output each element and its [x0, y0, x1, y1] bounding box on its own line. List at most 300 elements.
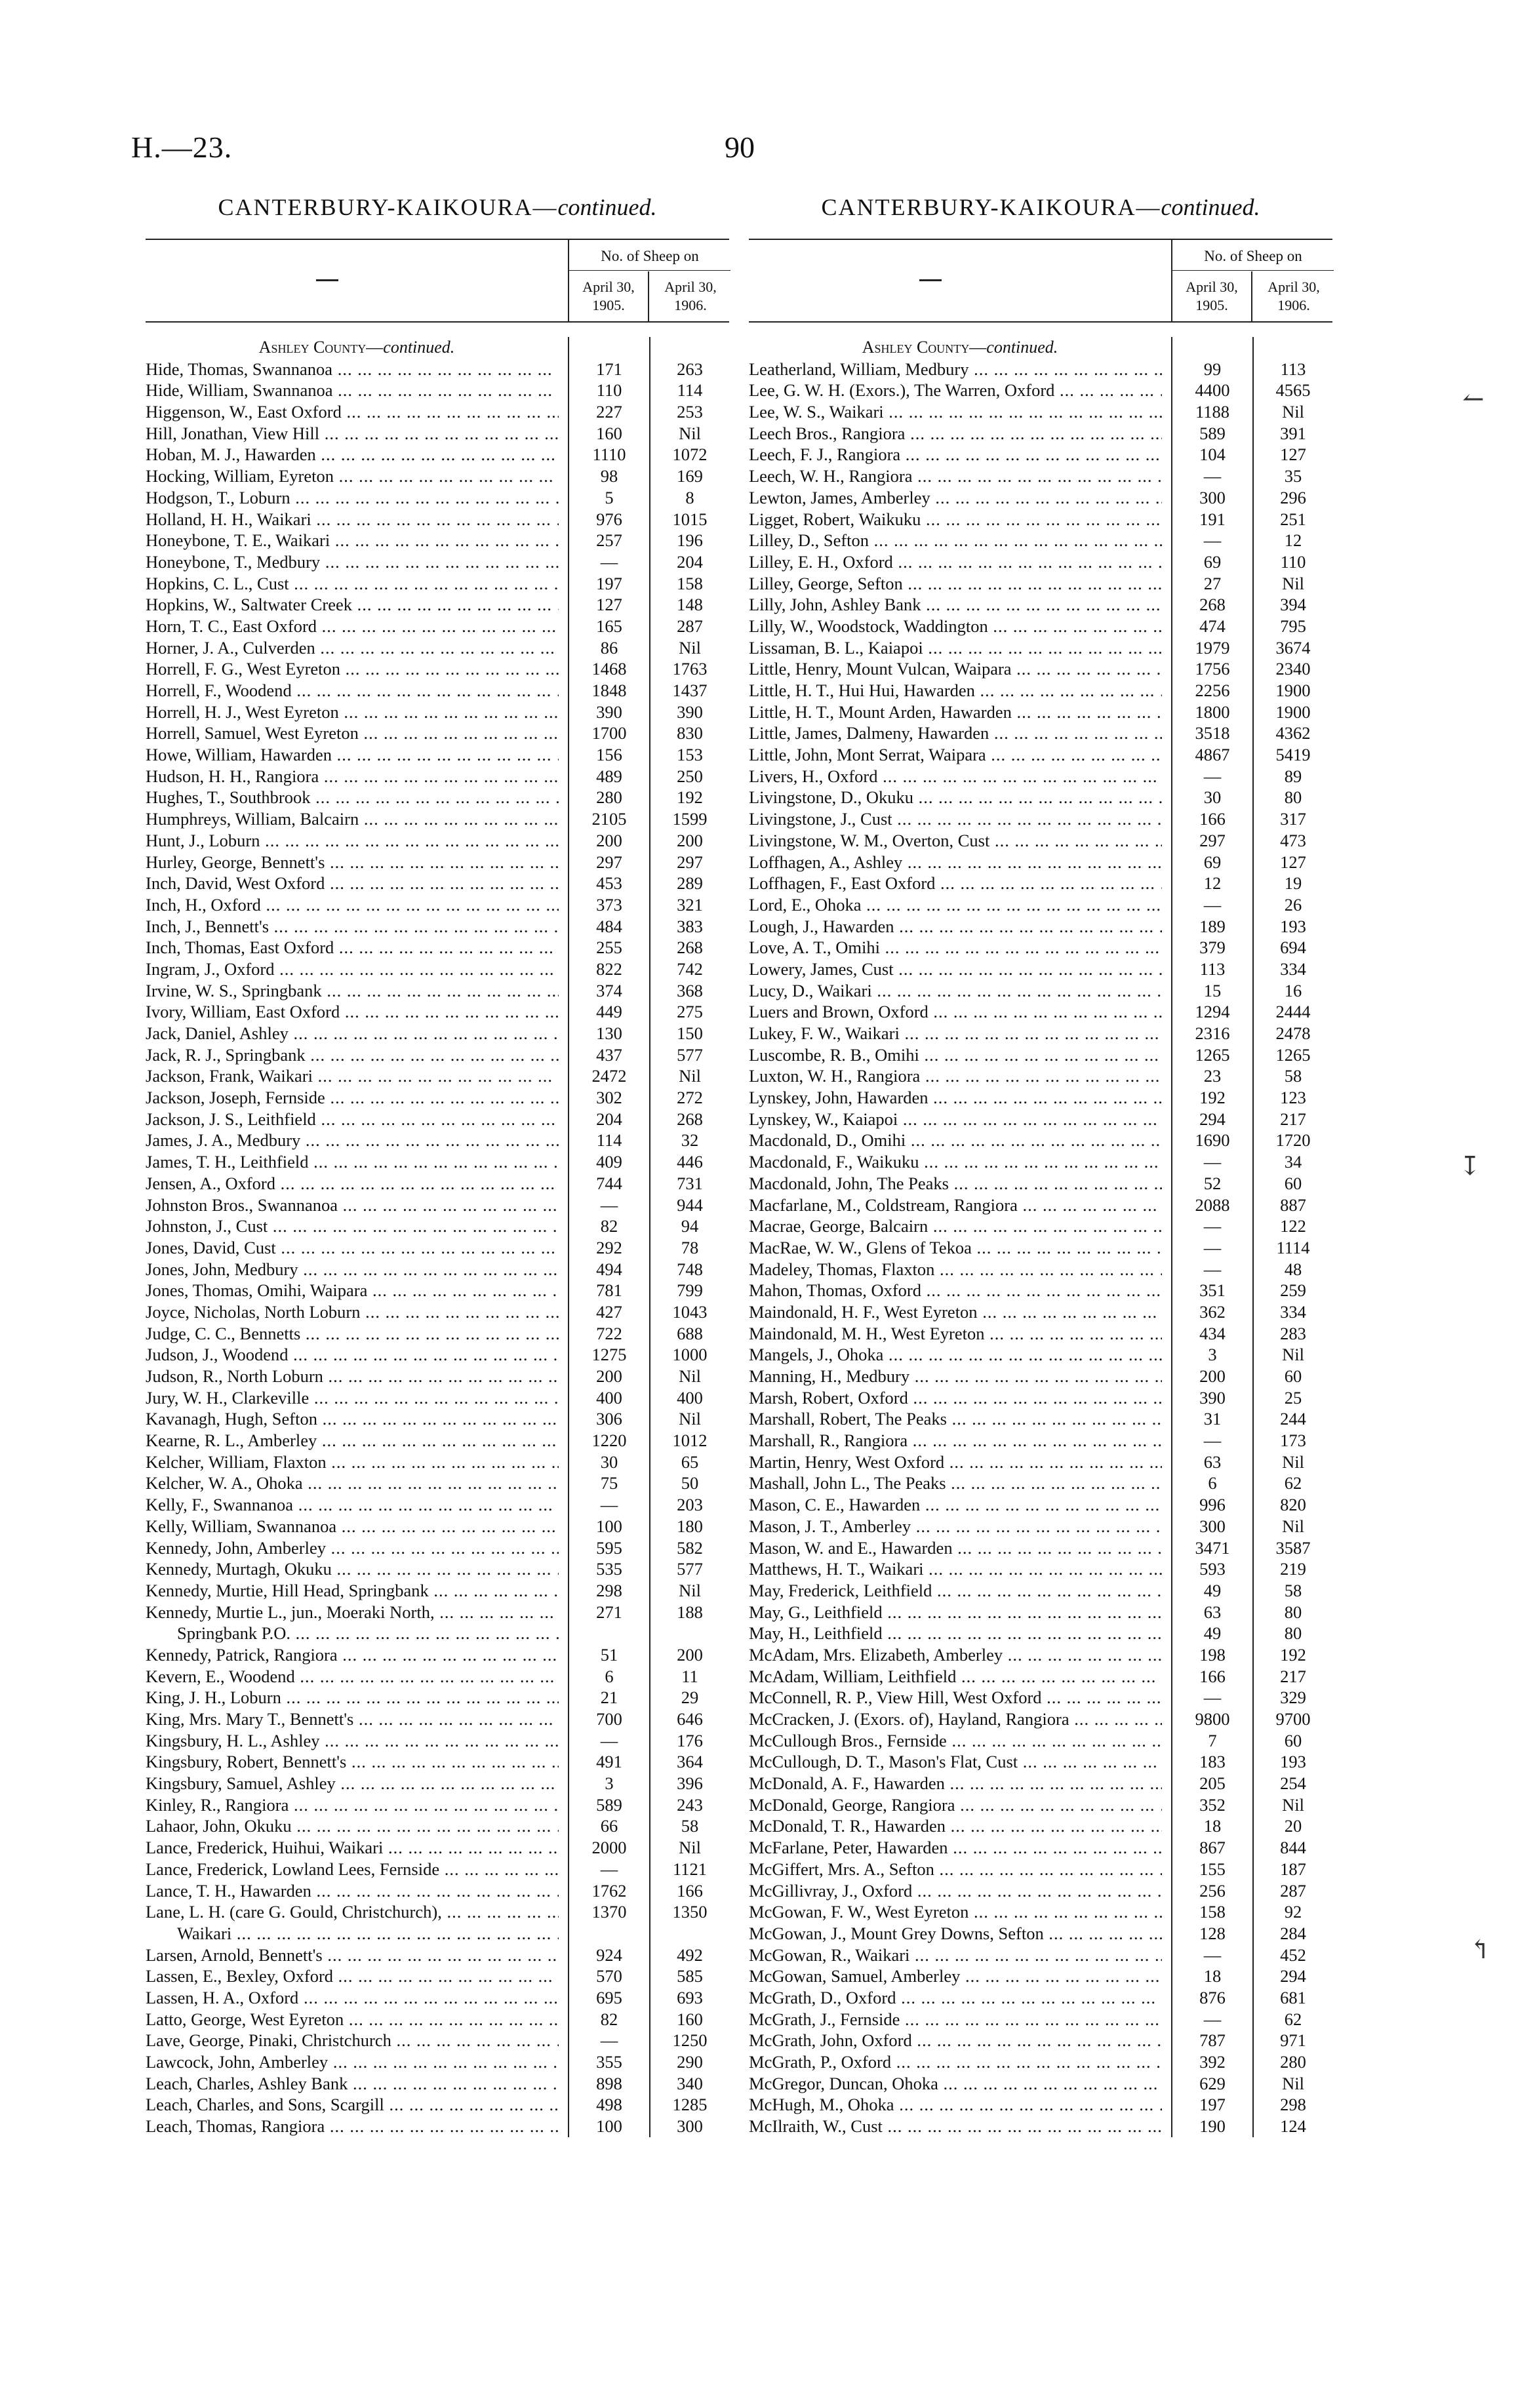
sheep-1906-cell: Nil — [679, 1580, 701, 1600]
sheep-1905-cell: — — [600, 1495, 618, 1515]
sheep-1905-cell: 171 — [596, 359, 622, 379]
owner-name-cell: Inch, J., Bennett's ... — [146, 916, 559, 938]
table-row — [749, 1965, 1332, 1987]
owner-name-cell: Lewton, James, Amberley ... — [749, 487, 1162, 509]
header-april-1905: April 30, 1905. — [1172, 271, 1252, 321]
sheep-1906-cell: 80 — [1284, 787, 1302, 808]
sheep-1906-cell: Nil — [1282, 1794, 1304, 1815]
sheep-1905-cell: 31 — [1203, 1409, 1222, 1429]
owner-name-cell: May, G., Leithfield ... — [749, 1602, 1162, 1623]
table-row — [146, 530, 729, 551]
table-row — [749, 2051, 1332, 2073]
sheep-1905-cell: 1188 — [1195, 402, 1230, 422]
sheep-1905-cell: 700 — [596, 1709, 622, 1729]
sheep-1905-cell: 127 — [596, 595, 622, 615]
table-row — [146, 1387, 729, 1409]
owner-name-cell: Love, A. T., Omihi ... — [749, 937, 1162, 958]
table-row — [749, 1344, 1332, 1366]
owner-name-cell: McGowan, Samuel, Amberley ... — [749, 1965, 1162, 1987]
owner-name-cell: Horn, T. C., East Oxford ... — [146, 616, 559, 637]
table-row — [146, 1366, 729, 1387]
sheep-1906-cell: 799 — [677, 1280, 703, 1301]
sheep-1905-cell: 204 — [596, 1109, 622, 1129]
table-row — [749, 1194, 1332, 1216]
owner-name-cell: McFarlane, Peter, Hawarden ... — [749, 1837, 1162, 1859]
sheep-1906-cell: 4565 — [1275, 380, 1311, 401]
sheep-1905-cell: — — [1203, 1259, 1222, 1279]
table-row — [749, 1472, 1332, 1494]
sheep-1905-cell: 302 — [596, 1088, 622, 1108]
sheep-1905-cell: 268 — [1199, 595, 1226, 615]
sheep-1905-cell: 198 — [1199, 1644, 1226, 1665]
sheep-1906-cell: 192 — [1280, 1644, 1306, 1665]
owner-name-cell: Waikari ... — [146, 1923, 559, 1944]
sheep-1905-cell: 292 — [596, 1237, 622, 1257]
sheep-1905-cell: 3 — [1208, 1345, 1217, 1365]
sheep-1905-cell: 374 — [596, 980, 622, 1000]
sheep-1905-cell: 297 — [1199, 830, 1226, 850]
sheep-1905-cell: 589 — [596, 1794, 622, 1815]
table-row — [146, 1430, 729, 1451]
owner-name-cell: Mashall, John L., The Peaks ... — [749, 1472, 1162, 1494]
sheep-1906-cell: 123 — [1280, 1088, 1306, 1108]
sheep-1906-cell: 25 — [1284, 1387, 1302, 1408]
owner-name-cell: McConnell, R. P., View Hill, West Oxford ... — [749, 1687, 1162, 1708]
column-title — [749, 190, 1332, 224]
sheep-1905-cell: 189 — [1199, 916, 1226, 936]
sheep-1906-cell: 1285 — [672, 2095, 708, 2115]
sheep-1906-cell: 253 — [677, 402, 703, 422]
sheep-1905-cell: 21 — [600, 1688, 618, 1708]
owner-name-cell: McGrath, John, Oxford ... — [749, 2030, 1162, 2051]
sheep-1906-cell: 4362 — [1275, 723, 1311, 743]
owner-name-cell: Johnston Bros., Swannanoa ... — [146, 1194, 559, 1216]
table-row — [749, 1558, 1332, 1580]
table-row — [749, 1001, 1332, 1023]
owner-name-cell: Inch, David, West Oxford ... — [146, 873, 559, 894]
owner-name-cell: Lynskey, John, Hawarden ... — [749, 1087, 1162, 1109]
owner-name-cell: Horrell, F., Woodend ... — [146, 680, 559, 701]
owner-name-cell: Lance, Frederick, Huihui, Waikari ... — [146, 1837, 559, 1859]
sheep-1906-cell: 60 — [1284, 1730, 1302, 1750]
table-row — [146, 1280, 729, 1301]
sheep-1905-cell: 192 — [1199, 1088, 1226, 1108]
sheep-1906-cell: 200 — [677, 830, 703, 850]
sheep-1905-cell: 166 — [1199, 1666, 1226, 1686]
sheep-1906-cell: Nil — [1282, 1451, 1304, 1472]
table-row — [749, 766, 1332, 787]
sheep-1906-cell: 3674 — [1275, 637, 1311, 658]
owner-name-cell: Livingstone, D., Okuku ... — [749, 787, 1162, 808]
sheep-1905-cell: 489 — [596, 766, 622, 786]
owner-name-cell: Luxton, W. H., Rangiora ... — [749, 1065, 1162, 1087]
owner-name-cell: McIlraith, W., Cust ... — [749, 2116, 1162, 2137]
sheep-1905-cell: 390 — [596, 701, 622, 722]
sheep-1906-cell: Nil — [679, 423, 701, 443]
sheep-1906-cell: Nil — [679, 637, 701, 658]
sheep-1906-cell: 1350 — [672, 1902, 708, 1922]
owner-name-cell: Jackson, Frank, Waikari ... — [146, 1065, 559, 1087]
sheep-1906-cell: 287 — [677, 616, 703, 636]
table-row — [146, 1730, 729, 1752]
sheep-1905-cell: 876 — [1199, 1987, 1226, 2007]
table-row — [749, 1901, 1332, 1923]
sheep-1905-cell: 1800 — [1195, 701, 1230, 722]
sheep-1905-cell: 200 — [596, 830, 622, 850]
owner-name-cell: Lord, E., Ohoka ... — [749, 894, 1162, 916]
sheep-1906-cell: 296 — [1280, 487, 1306, 507]
page-reference: H.—23. — [131, 130, 233, 164]
sheep-1905-cell: 1700 — [591, 723, 627, 743]
table-row — [146, 1001, 729, 1023]
table-row — [146, 1537, 729, 1559]
sheep-1905-cell: 69 — [1203, 551, 1222, 572]
owner-name-cell: Mason, C. E., Hawarden ... — [749, 1494, 1162, 1516]
owner-name-cell: Lucy, D., Waikari ... — [749, 980, 1162, 1002]
owner-name-cell: Lance, T. H., Hawarden ... — [146, 1880, 559, 1902]
table-row — [146, 658, 729, 680]
owner-name-cell: Loffhagen, A., Ashley ... — [749, 852, 1162, 873]
owner-name-cell: Livingstone, J., Cust ... — [749, 808, 1162, 830]
sheep-1905-cell: 27 — [1203, 573, 1222, 593]
table-row — [146, 1087, 729, 1109]
owner-name-cell: Lahaor, John, Okuku ... — [146, 1815, 559, 1837]
sheep-1905-cell: 373 — [596, 894, 622, 915]
owner-name-cell: Hunt, J., Loburn ... — [146, 830, 559, 852]
sheep-1906-cell: Nil — [1282, 1516, 1304, 1536]
owner-name-cell: Howe, William, Hawarden ... — [146, 744, 559, 766]
table-row — [146, 1408, 729, 1430]
sheep-1906-cell: 176 — [677, 1730, 703, 1750]
owner-name-cell: Lowery, James, Cust ... — [749, 958, 1162, 980]
owner-name-cell: Inch, Thomas, East Oxford ... — [146, 937, 559, 958]
owner-name-cell: Macdonald, D., Omihi ... — [749, 1130, 1162, 1151]
owner-name-cell: Jones, Thomas, Omihi, Waipara ... — [146, 1280, 559, 1301]
owner-name-cell: Judson, J., Woodend ... — [146, 1344, 559, 1366]
sheep-1906-cell: 16 — [1284, 980, 1302, 1000]
left-column — [146, 190, 729, 2137]
table-header — [749, 239, 1332, 323]
sheep-1905-cell: 3471 — [1195, 1537, 1230, 1558]
table-row — [749, 1644, 1332, 1666]
table-row — [146, 1344, 729, 1366]
owner-name-cell: Loffhagen, F., East Oxford ... — [749, 873, 1162, 894]
owner-name-cell: Springbank P.O. ... — [146, 1623, 559, 1644]
name-column-header-dash — [919, 279, 942, 281]
sheep-1906-cell: 26 — [1284, 894, 1302, 915]
sheep-1905-cell: 491 — [596, 1752, 622, 1772]
table-row — [146, 1558, 729, 1580]
table-row — [146, 1815, 729, 1837]
table-row — [749, 423, 1332, 444]
sheep-1905-cell: 355 — [596, 2052, 622, 2072]
sheep-1905-cell: 1756 — [1195, 659, 1230, 679]
owner-name-cell: King, J. H., Loburn ... — [146, 1687, 559, 1708]
table-row — [749, 1151, 1332, 1173]
header-april-1906: April 30, 1906. — [664, 279, 717, 313]
sheep-count-header-label: No. of Sheep on — [1172, 240, 1334, 271]
table-row — [749, 573, 1332, 595]
sheep-1906-cell: 193 — [1280, 916, 1306, 936]
sheep-1905-cell: 49 — [1203, 1580, 1222, 1600]
owner-name-cell: Honeybone, T. E., Waikari ... — [146, 530, 559, 551]
sheep-1906-cell: 244 — [1280, 1409, 1306, 1429]
sheep-1906-cell: Nil — [679, 1838, 701, 1858]
sheep-1906-cell: 169 — [677, 466, 703, 486]
sheep-1906-cell: Nil — [1282, 573, 1304, 593]
sheep-1906-cell: 5419 — [1275, 745, 1311, 765]
table-row — [146, 509, 729, 530]
sheep-1906-cell: 217 — [1280, 1109, 1306, 1129]
margin-pencil-mark: ↧ — [1459, 1151, 1481, 1181]
table-row — [146, 2073, 729, 2095]
owner-name-cell: Judson, R., North Loburn ... — [146, 1366, 559, 1387]
sheep-1906-cell: 383 — [677, 916, 703, 936]
sheep-1906-cell: 110 — [1280, 551, 1306, 572]
sheep-1906-cell: 153 — [677, 745, 703, 765]
owner-name-cell: Livers, H., Oxford ... — [749, 766, 1162, 787]
owner-name-cell: Kelcher, W. A., Ohoka ... — [146, 1472, 559, 1494]
table-row — [146, 722, 729, 744]
owner-name-cell: Larsen, Arnold, Bennett's ... — [146, 1944, 559, 1966]
owner-name-cell: Horner, J. A., Culverden ... — [146, 637, 559, 659]
sheep-1905-cell: 165 — [596, 616, 622, 636]
sheep-1905-cell: 2088 — [1195, 1194, 1230, 1215]
owner-name-cell: Jackson, J. S., Leithfield ... — [146, 1109, 559, 1130]
owner-name-cell: McCullough Bros., Fernside ... — [749, 1730, 1162, 1752]
sheep-1906-cell: 34 — [1284, 1152, 1302, 1172]
sheep-1906-cell: 646 — [677, 1709, 703, 1729]
sheep-1905-cell: 66 — [600, 1816, 618, 1836]
table-row — [749, 1923, 1332, 1944]
sheep-1906-cell: 334 — [1280, 1301, 1306, 1322]
owner-name-cell: Honeybone, T., Medbury ... — [146, 551, 559, 573]
sheep-1905-cell: 306 — [596, 1409, 622, 1429]
sheep-1906-cell: 166 — [677, 1880, 703, 1901]
owner-name-cell: Lissaman, B. L., Kaiapoi ... — [749, 637, 1162, 659]
sheep-1906-cell: 11 — [681, 1666, 698, 1686]
owner-name-cell: Hill, Jonathan, View Hill ... — [146, 423, 559, 444]
owner-name-cell: MacRae, W. W., Glens of Tekoa ... — [749, 1237, 1162, 1259]
sheep-1905-cell: 7 — [1208, 1730, 1217, 1750]
table-row — [146, 1259, 729, 1280]
sheep-1905-cell: 351 — [1199, 1280, 1226, 1301]
table-row — [749, 359, 1332, 380]
sheep-1906-cell: 1121 — [672, 1859, 708, 1879]
sheep-1905-cell: 23 — [1203, 1066, 1222, 1086]
sheep-1906-cell: 196 — [677, 530, 703, 551]
table-row — [749, 1237, 1332, 1259]
sheep-1905-cell: 595 — [596, 1537, 622, 1558]
owner-name-cell: Hurley, George, Bennett's ... — [146, 852, 559, 873]
sheep-1906-cell: 452 — [1280, 1944, 1306, 1965]
table-row — [749, 2073, 1332, 2095]
sheep-1905-cell: 484 — [596, 916, 622, 936]
owner-name-cell: Jack, Daniel, Ashley ... — [146, 1023, 559, 1044]
sheep-1905-cell: 362 — [1199, 1301, 1226, 1322]
table-body — [749, 337, 1332, 2137]
owner-name-cell: Leech, W. H., Rangiora ... — [749, 465, 1162, 487]
owner-name-cell: Hodgson, T., Loburn ... — [146, 487, 559, 509]
sheep-1905-cell: — — [1203, 1152, 1222, 1172]
margin-pencil-mark: ↰ — [1469, 1935, 1491, 1964]
table-row — [146, 1301, 729, 1323]
owner-name-cell: Manning, H., Medbury ... — [749, 1366, 1162, 1387]
owner-name-cell: James, T. H., Leithfield ... — [146, 1151, 559, 1173]
owner-name-cell: Jack, R. J., Springbank ... — [146, 1044, 559, 1066]
sheep-1906-cell: 2340 — [1275, 659, 1311, 679]
owner-name-cell: McGrath, D., Oxford ... — [749, 1987, 1162, 2009]
owner-name-cell: Horrell, F. G., West Eyreton ... — [146, 658, 559, 680]
sheep-1905-cell: 86 — [600, 637, 618, 658]
table-row — [749, 1301, 1332, 1323]
sheep-1906-cell: 243 — [677, 1794, 703, 1815]
sheep-1905-cell: — — [600, 2030, 618, 2051]
owner-name-cell: Martin, Henry, West Oxford ... — [749, 1451, 1162, 1473]
table-row — [146, 1923, 729, 1944]
owner-name-cell: Kingsbury, Robert, Bennett's ... — [146, 1751, 559, 1773]
owner-name-cell: Jones, John, Medbury ... — [146, 1259, 559, 1280]
owner-name-cell: Lynskey, W., Kaiapoi ... — [749, 1109, 1162, 1130]
table-row — [146, 1065, 729, 1087]
sheep-1906-cell: 742 — [677, 958, 703, 979]
table-row — [749, 530, 1332, 551]
owner-name-cell: McGrath, J., Fernside ... — [749, 2009, 1162, 2030]
sheep-1906-cell: 203 — [677, 1495, 703, 1515]
table-row — [749, 1451, 1332, 1473]
sheep-1906-cell: 1900 — [1275, 701, 1311, 722]
sheep-1905-cell: 400 — [596, 1387, 622, 1408]
sheep-1906-cell: 259 — [1280, 1280, 1306, 1301]
sheep-1905-cell: — — [1203, 1688, 1222, 1708]
sheep-1906-cell: 1072 — [672, 444, 708, 465]
sheep-1906-cell: 887 — [1280, 1194, 1306, 1215]
table-row — [146, 1580, 729, 1602]
sheep-1906-cell: 58 — [681, 1816, 699, 1836]
owner-name-cell: Livingstone, W. M., Overton, Cust ... — [749, 830, 1162, 852]
sheep-1906-cell: 300 — [677, 2116, 703, 2137]
header-april-1906: April 30, 1906. — [1268, 279, 1320, 313]
table-row — [749, 852, 1332, 873]
sheep-1905-cell: 494 — [596, 1259, 622, 1279]
sheep-1906-cell: 294 — [1280, 1966, 1306, 1986]
table-row — [146, 1109, 729, 1130]
table-row — [146, 1151, 729, 1173]
owner-name-cell: Kearne, R. L., Amberley ... — [146, 1430, 559, 1451]
sheep-1906-cell: 284 — [1280, 1923, 1306, 1943]
owner-name-cell: Leech, F. J., Rangiora ... — [749, 444, 1162, 465]
table-row — [749, 2030, 1332, 2051]
table-row — [749, 1494, 1332, 1516]
sheep-1906-cell: 92 — [1284, 1902, 1302, 1922]
sheep-1905-cell: 392 — [1199, 2052, 1226, 2072]
section-heading-main: Ashley County— — [258, 338, 384, 357]
table-row — [146, 1965, 729, 1987]
owner-name-cell: Leach, Thomas, Rangiora ... — [146, 2116, 559, 2137]
sheep-count-header-label: No. of Sheep on — [569, 240, 730, 271]
table-row — [749, 680, 1332, 701]
owner-name-cell: Hide, Thomas, Swannanoa ... — [146, 359, 559, 380]
sheep-1905-cell: 5 — [605, 487, 614, 507]
sheep-1906-cell: 89 — [1284, 766, 1302, 786]
sheep-1905-cell: 18 — [1203, 1966, 1222, 1986]
owner-name-cell: Mason, J. T., Amberley ... — [749, 1516, 1162, 1537]
sheep-1905-cell: 227 — [596, 402, 622, 422]
sheep-1905-cell: 744 — [596, 1173, 622, 1193]
sheep-1905-cell: — — [1203, 466, 1222, 486]
sheep-1906-cell: 35 — [1284, 466, 1302, 486]
owner-name-cell: McGowan, F. W., West Eyreton ... — [749, 1901, 1162, 1923]
sheep-1906-cell: Nil — [679, 1409, 701, 1429]
sheep-1906-cell: 391 — [1280, 423, 1306, 443]
owner-name-cell: Inch, H., Oxford ... — [146, 894, 559, 916]
owner-name-cell: McGiffert, Mrs. A., Sefton ... — [749, 1859, 1162, 1880]
owner-name-cell: Irvine, W. S., Springbank ... — [146, 980, 559, 1002]
sheep-1906-cell: 1000 — [672, 1345, 708, 1365]
sheep-1905-cell: 434 — [1199, 1323, 1226, 1343]
table-row — [146, 701, 729, 723]
owner-name-cell: King, Mrs. Mary T., Bennett's ... — [146, 1708, 559, 1730]
owner-name-cell: Hocking, William, Eyreton ... — [146, 465, 559, 487]
sheep-1906-cell: 585 — [677, 1966, 703, 1986]
sheep-1906-cell: 200 — [677, 1644, 703, 1665]
sheep-1906-cell: 2444 — [1275, 1002, 1311, 1022]
table-row — [749, 509, 1332, 530]
owner-name-cell: Leach, Charles, Ashley Bank ... — [146, 2073, 559, 2095]
table-row — [146, 1215, 729, 1237]
owner-name-cell: Ingram, J., Oxford ... — [146, 958, 559, 980]
table-row — [146, 1880, 729, 1902]
table-row — [749, 465, 1332, 487]
sheep-1906-cell: 280 — [1280, 2052, 1306, 2072]
table-row — [146, 2009, 729, 2030]
sheep-1905-cell: 2472 — [591, 1066, 627, 1086]
sheep-1905-cell: 1275 — [591, 1345, 627, 1365]
table-row — [146, 616, 729, 637]
table-row — [749, 830, 1332, 852]
owner-name-cell: McGowan, J., Mount Grey Downs, Sefton ... — [749, 1923, 1162, 1944]
owner-name-cell: Horrell, H. J., West Eyreton ... — [146, 701, 559, 723]
sheep-1906-cell: 263 — [677, 359, 703, 379]
table-row — [146, 551, 729, 573]
owner-name-cell: Matthews, H. T., Waikari ... — [749, 1558, 1162, 1580]
owner-name-cell: Lilly, W., Woodstock, Waddington ... — [749, 616, 1162, 637]
sheep-1906-cell: 1265 — [1275, 1044, 1311, 1065]
owner-name-cell: Little, H. T., Mount Arden, Hawarden ... — [749, 701, 1162, 723]
sheep-1906-cell: 289 — [677, 873, 703, 894]
owner-name-cell: Lilley, E. H., Oxford ... — [749, 551, 1162, 573]
table-row — [749, 937, 1332, 958]
owner-name-cell: Lilly, John, Ashley Bank ... — [749, 594, 1162, 616]
sheep-1906-cell: 204 — [677, 551, 703, 572]
sheep-1905-cell: 30 — [1203, 787, 1222, 808]
sheep-1905-cell: 98 — [600, 466, 618, 486]
owner-name-cell: Kingsbury, H. L., Ashley ... — [146, 1730, 559, 1752]
owner-name-cell: Kinley, R., Rangiora ... — [146, 1794, 559, 1816]
owner-name-cell: Macrae, George, Balcairn ... — [749, 1215, 1162, 1237]
table-row — [749, 1773, 1332, 1794]
sheep-1906-cell: 114 — [677, 380, 703, 401]
owner-name-cell: Hughes, T., Southbrook ... — [146, 787, 559, 808]
sheep-1905-cell: 4400 — [1195, 380, 1230, 401]
owner-name-cell: Lee, W. S., Waikari ... — [749, 401, 1162, 423]
table-row — [749, 1859, 1332, 1880]
owner-name-cell: McAdam, Mrs. Elizabeth, Amberley ... — [749, 1644, 1162, 1666]
sheep-1906-cell: 731 — [677, 1173, 703, 1193]
sheep-1905-cell: 298 — [596, 1580, 622, 1600]
sheep-1906-cell: 254 — [1280, 1773, 1306, 1794]
table-row — [146, 1708, 729, 1730]
